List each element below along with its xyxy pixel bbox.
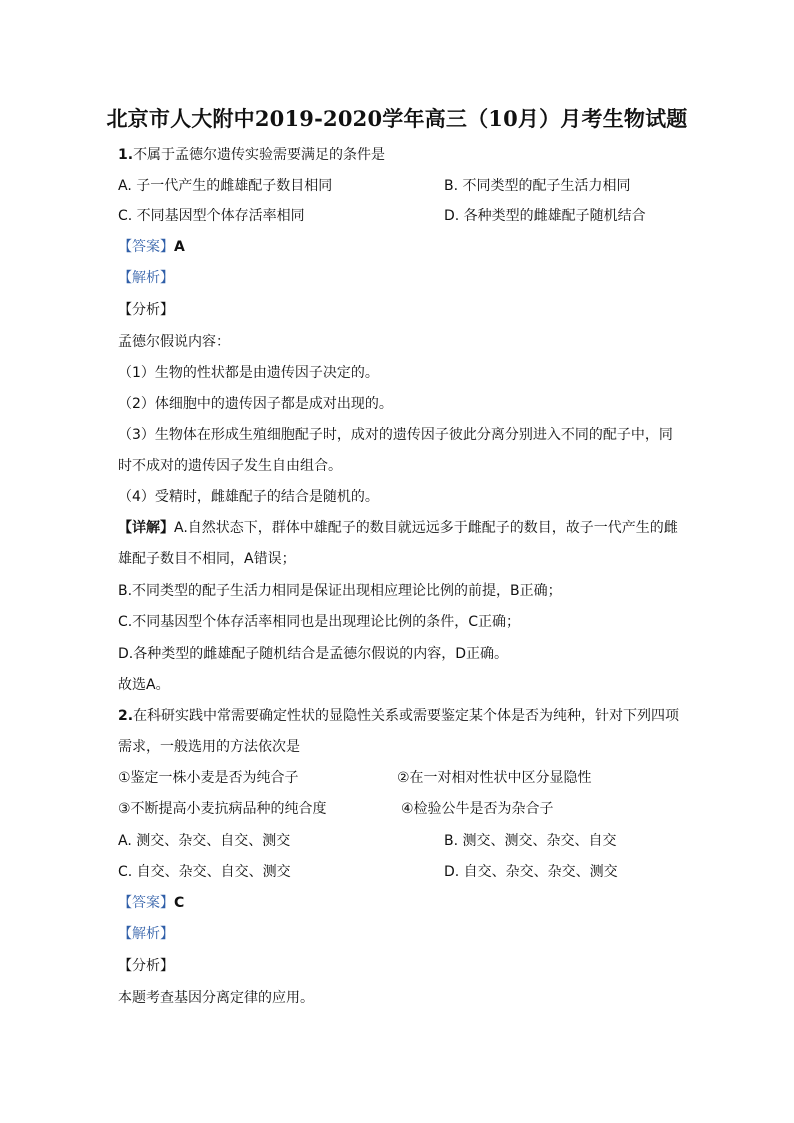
q2-analysis-intro: 本题考查基因分离定律的应用。 (118, 990, 314, 1006)
q1-option-d: D. 各种类型的雌雄配子随机结合 (444, 208, 646, 224)
q1-point: （1）生物的性状都是由遗传因子决定的。 (118, 365, 379, 381)
q1-detail-line: 雄配子数目不相同，A错误； (118, 551, 296, 567)
q1-option-c: C. 不同基因型个体存活率相同 (118, 208, 305, 224)
q2-item-2: ②在一对相对性状中区分显隐性 (397, 770, 592, 786)
q1-detail-line: 【详解】A.自然状态下，群体中雄配子的数目就远远多于雌配子的数目，故子一代产生的雌 (118, 520, 678, 536)
q2-option-d: D. 自交、杂交、杂交、测交 (444, 864, 618, 880)
page-title: 北京市人大附中2019-2020学年高三（10月）月考生物试题 (106, 106, 688, 131)
q1-point: （2）体细胞中的遗传因子都是成对出现的。 (118, 396, 393, 412)
q2-option-b: B. 测交、测交、杂交、自交 (444, 833, 617, 849)
q2-option-a: A. 测交、杂交、自交、测交 (118, 833, 291, 849)
question-1-stem: 1.不属于孟德尔遗传实验需要满足的条件是 (118, 147, 386, 163)
q1-analysis-intro: 孟德尔假说内容： (118, 334, 230, 350)
q1-detail-line: C.不同基因型个体存活率相同也是出现理论比例的条件，C正确； (118, 614, 520, 630)
question-number: 1. (118, 147, 134, 163)
q2-item-3: ③不断提高小麦抗病品种的纯合度 (118, 801, 327, 817)
q1-conclusion: 故选A。 (118, 677, 170, 693)
q1-jiexi-label: 【解析】 (118, 270, 174, 286)
q2-item-4: ④检验公牛是否为杂合子 (401, 801, 554, 817)
q1-answer: 【答案】A (118, 239, 185, 255)
q2-fenxi-label: 【分析】 (118, 958, 174, 974)
q2-item-1: ①鉴定一株小麦是否为纯合子 (118, 770, 299, 786)
q1-fenxi-label: 【分析】 (118, 302, 174, 318)
question-2-stem-cont: 需求，一般选用的方法依次是 (118, 739, 300, 755)
question-2-stem: 2.在科研实践中常需要确定性状的显隐性关系或需要鉴定某个体是否为纯种，针对下列四项 (118, 708, 680, 724)
question-number: 2. (118, 708, 134, 724)
q2-jiexi-label: 【解析】 (118, 926, 174, 942)
q1-detail-line: D.各种类型的雌雄配子随机结合是孟德尔假说的内容，D正确。 (118, 646, 509, 662)
q1-detail-line: B.不同类型的配子生活力相同是保证出现相应理论比例的前提，B正确； (118, 583, 562, 599)
q2-answer: 【答案】C (118, 895, 185, 911)
q1-point: （3）生物体在形成生殖细胞配子时，成对的遗传因子彼此分离分别进入不同的配子中，同 (118, 427, 673, 443)
q1-option-b: B. 不同类型的配子生活力相同 (444, 178, 631, 194)
q1-point: 时不成对的遗传因子发生自由组合。 (118, 458, 342, 474)
q2-option-c: C. 自交、杂交、自交、测交 (118, 864, 291, 880)
q1-option-a: A. 子一代产生的雌雄配子数目相同 (118, 178, 333, 194)
q1-point: （4）受精时，雌雄配子的结合是随机的。 (118, 489, 379, 505)
